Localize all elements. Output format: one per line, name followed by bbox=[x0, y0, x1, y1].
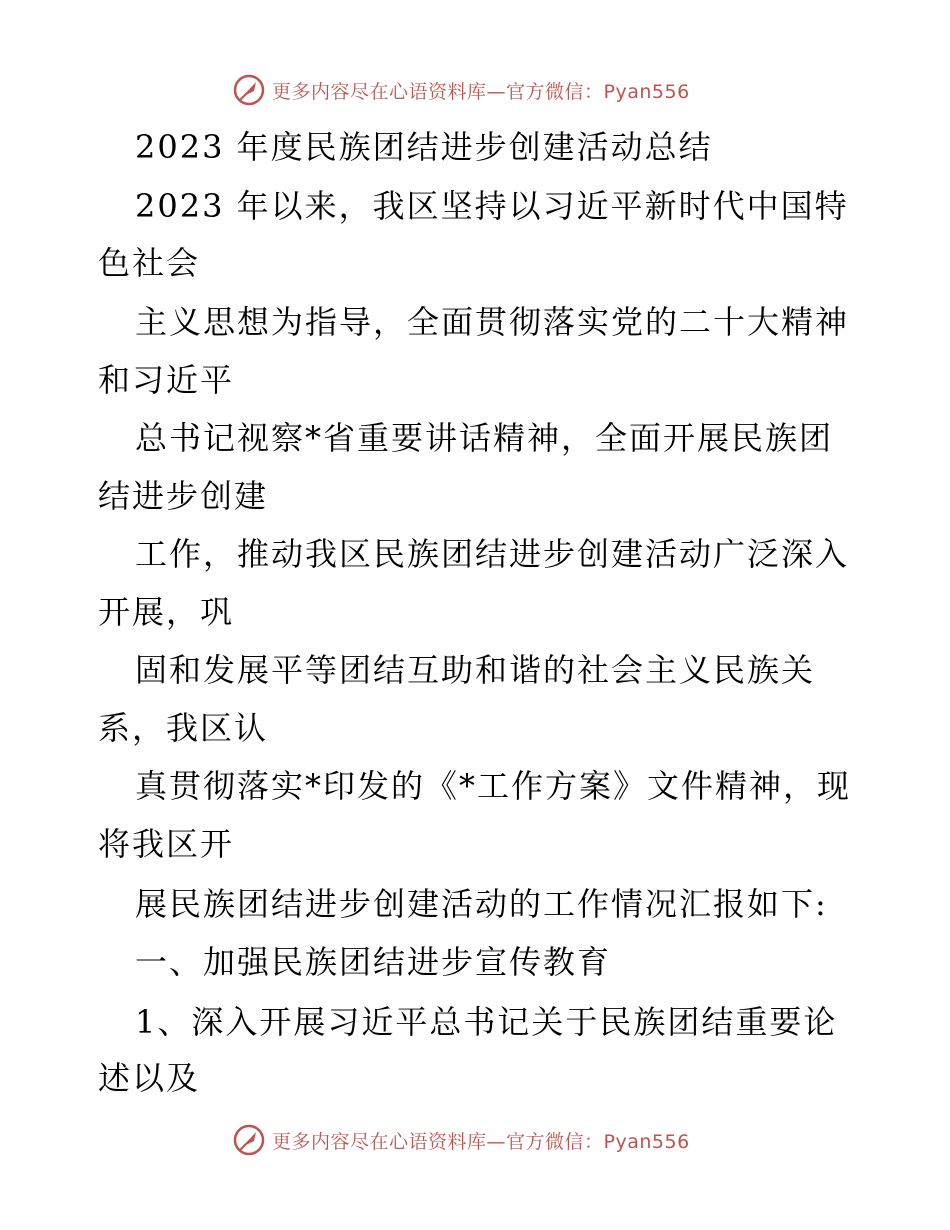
body-line: 将我区开 bbox=[98, 825, 235, 863]
body-line: 总书记视察*省重要讲话精神，全面开展民族团 bbox=[135, 419, 834, 457]
body-line: 主义思想为指导，全面贯彻落实党的二十大精神 bbox=[135, 303, 850, 341]
body-line: 系，我区认 bbox=[98, 709, 269, 747]
body-line: 开展，巩 bbox=[98, 593, 235, 631]
footer-watermark bbox=[232, 1120, 690, 1160]
body-line: 1、深入开展习近平总书记关于民族团结重要论 bbox=[135, 1003, 838, 1041]
body-line: 色社会 bbox=[98, 244, 201, 282]
section-heading: 一、加强民族团结进步宣传教育 bbox=[135, 943, 612, 981]
body-line: 展民族团结进步创建活动的工作情况汇报如下: bbox=[135, 885, 828, 923]
body-line: 固和发展平等团结互助和谐的社会主义民族关 bbox=[135, 651, 816, 689]
header-watermark bbox=[232, 70, 690, 110]
body-line: 工作，推动我区民族团结进步创建活动广泛深入 bbox=[135, 535, 850, 573]
body-line: 和习近平 bbox=[98, 361, 235, 399]
quill-logo-icon bbox=[232, 73, 266, 107]
body-line: 述以及 bbox=[98, 1059, 201, 1097]
quill-logo-icon bbox=[232, 1123, 266, 1157]
body-line: 真贯彻落实*印发的《*工作方案》文件精神，现 bbox=[135, 767, 852, 805]
body-line: 2023 年以来，我区坚持以习近平新时代中国特 bbox=[135, 187, 849, 225]
watermark-text: 更多内容尽在心语资料库—官方微信：Pyan556 bbox=[272, 1130, 690, 1153]
watermark-text: 更多内容尽在心语资料库—官方微信：Pyan556 bbox=[272, 80, 690, 103]
document-title: 2023 年度民族团结进步创建活动总结 bbox=[135, 128, 713, 166]
body-line: 结进步创建 bbox=[98, 477, 269, 515]
